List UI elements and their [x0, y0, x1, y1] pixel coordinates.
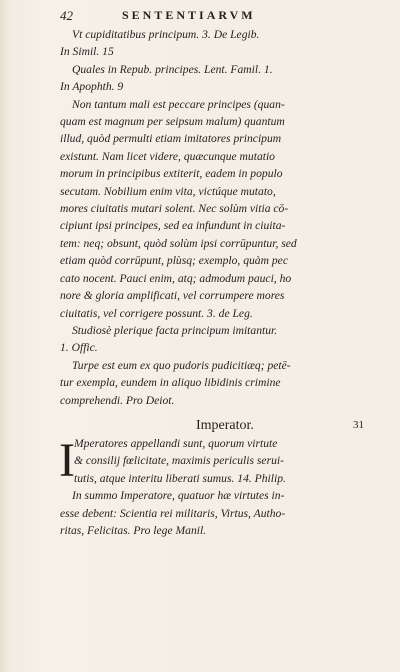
text-line: & consilij fœlicitate, maximis periculis serui-	[74, 454, 284, 468]
text-line: cipiunt ipsi principes, sed ea infundunt in ciuita-	[60, 219, 286, 233]
text-line: esse debent: Scientia rei militaris, Virtus, Autho-	[60, 506, 286, 520]
text-line: morum in principibus extiterit, eadem in populo	[60, 167, 283, 181]
text-line: In Simil. 15	[60, 45, 114, 59]
text-line: Turpe est eum ex quo pudoris pudicitiæq; petē-	[72, 358, 291, 372]
page-number: 42	[60, 8, 73, 23]
text-line: etiam quòd corrūpunt, plùsq; exemplo, quàm pec	[60, 254, 288, 268]
text-line: 1. Offic.	[60, 341, 98, 355]
text-line: comprehendi. Pro Deiot.	[60, 393, 175, 407]
text-line: nore & gloria amplificati, vel corrumpere mores	[60, 289, 285, 303]
text-line: Quales in Repub. principes. Lent. Famil. 1.	[72, 62, 273, 76]
text-line: Mperatores appellandi sunt, quorum virtute	[74, 436, 278, 450]
text-line: In Apophth. 9	[60, 80, 124, 94]
text-line: mores ciuitatis mutari solent. Nec solùm vitia cō-	[60, 202, 289, 216]
text-line: tem: neq; obsunt, quòd solùm ipsi corrūpuntur, sed	[60, 236, 297, 250]
text-line: tutis, atque interitu liberati sumus. 14. Philip.	[74, 471, 286, 485]
text-line: existunt. Nam licet videre, quæcunque mutatio	[60, 149, 275, 163]
page-header	[60, 8, 370, 26]
text-line: ciuitatis, vel corrigere possunt. 3. de Leg.	[60, 306, 253, 320]
text-line: cato nocent. Pauci enim, atq; admodum pauci, ho	[60, 271, 292, 285]
text-line: Studiosè plerique facta principum imitantur.	[72, 323, 278, 337]
section-heading	[60, 415, 372, 435]
text-line: ritas, Felicitas. Pro lege Manil.	[60, 523, 207, 537]
section-title: Imperator.	[196, 417, 254, 433]
text-line: tur exempla, eundem in aliquo libidinis crimine	[60, 376, 281, 390]
text-line: quam est magnum per seipsum malum) quantum	[60, 115, 285, 129]
text-line: Vt cupiditatibus principum. 3. De Legib.	[72, 28, 260, 41]
running-head: SENTENTIARVM	[122, 8, 256, 22]
text-line: In summo Imperatore, quatuor hæ virtutes in-	[72, 489, 285, 503]
section-number: 31	[353, 418, 364, 431]
drop-cap-paragraph	[60, 435, 372, 487]
text-line: illud, quòd permulti etiam imitatores principum	[60, 132, 282, 146]
text-line: Non tantum mali est peccare principes (quan-	[72, 97, 285, 111]
text-line: secutam. Nobilium enim vita, victúque mutato,	[60, 184, 276, 198]
body-text	[60, 26, 372, 539]
drop-cap-initial: I	[59, 433, 75, 487]
